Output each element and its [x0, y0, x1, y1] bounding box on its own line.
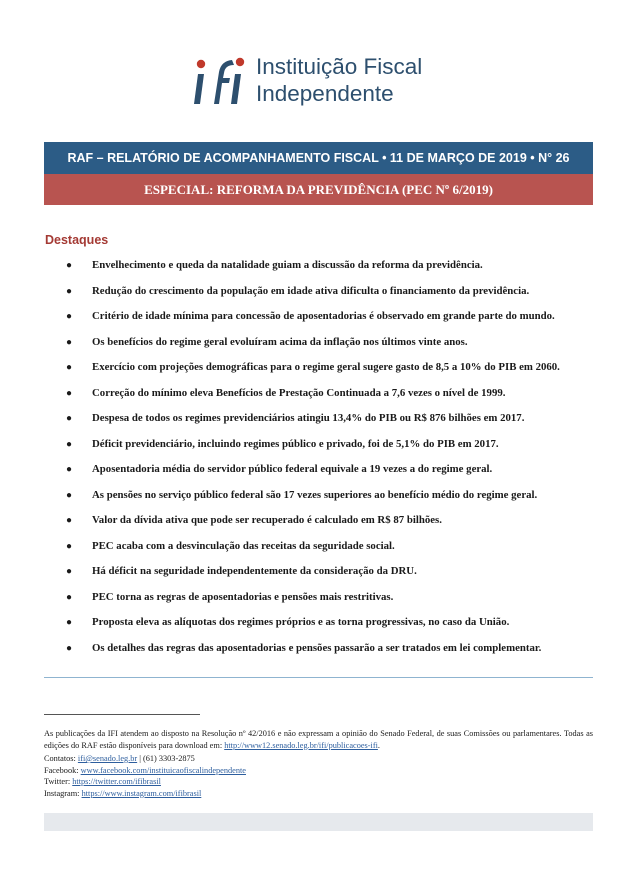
footnote-suffix: . — [377, 740, 380, 750]
list-item: ● Há déficit na seguridade independentemente da consideração da DRU. — [66, 565, 417, 577]
contact-row-instagram — [44, 788, 246, 800]
bullet-icon: ● — [66, 642, 73, 654]
list-item: ● Proposta eleva as alíquotas dos regimes próprios e as torna progressivas, no caso da União. — [66, 616, 510, 628]
instagram-link[interactable]: https://www.instagram.com/ifibrasil — [81, 788, 202, 798]
logo-wordmark — [256, 53, 422, 107]
bullet-icon: ● — [66, 489, 73, 501]
twitter-link[interactable]: https://twitter.com/ifibrasil — [72, 777, 161, 786]
facebook-label: Facebook: — [44, 765, 79, 775]
highlights-list — [66, 259, 606, 667]
bullet-icon: ● — [66, 362, 73, 373]
bullet-icon: ● — [66, 540, 73, 552]
bullet-icon: ● — [66, 464, 73, 475]
email-link[interactable]: ifi@senado.leg.br — [77, 754, 138, 763]
list-item: ● Despesa de todos os regimes previdenciários atingiu 13,4% do PIB ou R$ 876 bilhões em 2017. — [66, 412, 525, 424]
logo-line-1: Instituição Fiscal — [256, 54, 423, 79]
bullet-icon: ● — [66, 260, 73, 271]
contact-row-email — [44, 753, 246, 765]
logo-line-2: Independente — [256, 81, 394, 106]
section-divider — [44, 677, 593, 678]
footnote-text: As publicações da IFI atendem ao disposto na Resolução nº 42/2016 e não expressam a opinião do Senado Federal, de suas Comissões ou parlamentares. Todas as edições do RAF estão disponíveis para download em: — [44, 729, 593, 750]
bullet-icon: ● — [66, 617, 73, 628]
footnote — [44, 728, 593, 751]
list-item: ● As pensões no serviço público federal são 17 vezes superiores ao benefício médio do regime geral. — [66, 488, 538, 501]
bullet-icon: ● — [66, 515, 73, 526]
ifi-logo — [192, 52, 452, 112]
footnote-separator — [44, 714, 200, 715]
contact-row-twitter — [44, 776, 246, 788]
bullet-icon: ● — [66, 438, 73, 450]
list-item: ● Os detalhes das regras das aposentadorias e pensões passarão a ser tratados em lei complementar. — [66, 641, 542, 654]
ifi-logo-mark-icon — [192, 52, 250, 110]
list-item: ● Os benefícios do regime geral evoluíram acima da inflação nos últimos vinte anos. — [66, 335, 468, 348]
bullet-icon: ● — [66, 387, 73, 399]
bullet-icon: ● — [66, 285, 73, 297]
list-item: ● PEC torna as regras de aposentadorias e pensões mais restritivas. — [66, 590, 394, 603]
phone-text: | (61) 3303-2875 — [139, 754, 195, 763]
list-item: ● Envelhecimento e queda da natalidade guiam a discussão da reforma da previdência. — [66, 259, 483, 271]
list-item: ● Redução do crescimento da população em idade ativa dificulta o financiamento da previdência. — [66, 284, 530, 297]
publications-link[interactable]: http://www12.senado.leg.br/ifi/publicacoes-ifi — [224, 740, 378, 750]
report-title-banner: RAF – RELATÓRIO DE ACOMPANHAMENTO FISCAL • 11 DE MARÇO DE 2019 • N° 26 — [44, 142, 593, 174]
list-item: ● Exercício com projeções demográficas para o regime geral sugere gasto de 8,5 a 10% do PIB em 2060. — [66, 361, 560, 373]
bullet-icon: ● — [66, 413, 73, 424]
contatos-label: Contatos: — [44, 754, 76, 763]
list-item: ● Déficit previdenciário, incluindo regimes público e privado, foi de 5,1% do PIB em 2017. — [66, 437, 499, 450]
report-subtitle-banner: ESPECIAL: REFORMA DA PREVIDÊNCIA (PEC Nº 6/2019) — [44, 174, 593, 205]
twitter-label: Twitter: — [44, 777, 71, 786]
list-item: ● PEC acaba com a desvinculação das receitas da seguridade social. — [66, 539, 395, 552]
list-item: ● Aposentadoria média do servidor público federal equivale a 19 vezes a do regime geral. — [66, 463, 493, 475]
facebook-link[interactable]: www.facebook.com/instituicaofiscalindependente — [80, 765, 246, 775]
instagram-label: Instagram: — [44, 788, 80, 798]
bullet-icon: ● — [66, 311, 73, 322]
footer-bar — [44, 813, 593, 831]
bullet-icon: ● — [66, 566, 73, 577]
contact-row-facebook — [44, 765, 246, 777]
list-item: ● Critério de idade mínima para concessão de aposentadorias é observado em grande parte do mundo. — [66, 310, 555, 322]
contacts-block — [44, 753, 246, 799]
bullet-icon: ● — [66, 591, 73, 603]
highlights-heading: Destaques — [45, 233, 109, 247]
list-item: ● Correção do mínimo eleva Benefícios de Prestação Continuada a 7,6 vezes o nível de 1999. — [66, 386, 506, 399]
bullet-icon: ● — [66, 336, 73, 348]
list-item: ● Valor da dívida ativa que pode ser recuperado é calculado em R$ 87 bilhões. — [66, 514, 442, 526]
